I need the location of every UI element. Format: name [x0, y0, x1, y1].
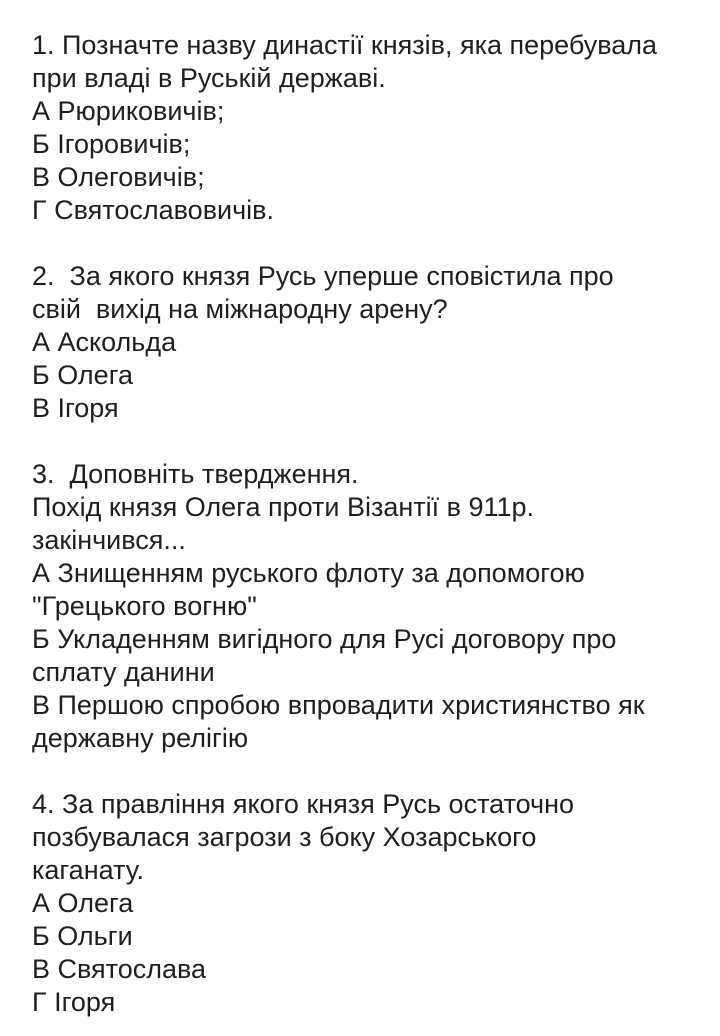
- question-text: 2. За якого князя Русь уперше сповістила про: [32, 261, 614, 291]
- answer-option-b: Б Олега: [32, 360, 133, 390]
- answer-option-b-continued: сплату данини: [32, 657, 215, 687]
- question-text: 4. За правління якого князя Русь остаточно: [32, 789, 575, 819]
- answer-option-a: А Знищенням руського флоту за допомогою: [32, 558, 585, 588]
- question-text: закінчився...: [32, 525, 186, 555]
- question-2: [32, 260, 702, 425]
- answer-option-v: В Ігоря: [32, 393, 119, 423]
- answer-option-a: А Рюриковичів;: [32, 96, 225, 126]
- answer-option-a-continued: "Грецького вогню": [32, 591, 257, 621]
- question-text: каганату.: [32, 855, 144, 885]
- answer-option-g: Г Ігоря: [32, 987, 116, 1017]
- answer-option-g: Г Святославовичів.: [32, 195, 275, 225]
- answer-option-a: А Олега: [32, 888, 134, 918]
- answer-option-a: А Аскольда: [32, 327, 177, 357]
- answer-option-v: В Олеговичів;: [32, 162, 205, 192]
- question-text: позбувалася загрози з боку Хозарського: [32, 822, 537, 852]
- question-text: 1. Позначте назву династії князів, яка перебувала: [32, 30, 658, 60]
- answer-option-v: В Святослава: [32, 954, 207, 984]
- question-text: Похід князя Олега проти Візантії в 911р.: [32, 492, 535, 522]
- question-4: [32, 788, 702, 1019]
- question-text: свій вихід на міжнародну арену?: [32, 294, 448, 324]
- question-text: при владі в Руській державі.: [32, 63, 386, 93]
- answer-option-v-continued: державну релігію: [32, 723, 249, 753]
- answer-option-b: Б Ігоровичів;: [32, 129, 191, 159]
- answer-option-v: В Першою спробою впровадити християнство як: [32, 690, 645, 720]
- question-3: [32, 458, 702, 755]
- question-text: 3. Доповніть твердження.: [32, 459, 359, 489]
- question-1: [32, 29, 702, 227]
- answer-option-b: Б Укладенням вигідного для Русі договору про: [32, 624, 617, 654]
- answer-option-b: Б Ольги: [32, 921, 133, 951]
